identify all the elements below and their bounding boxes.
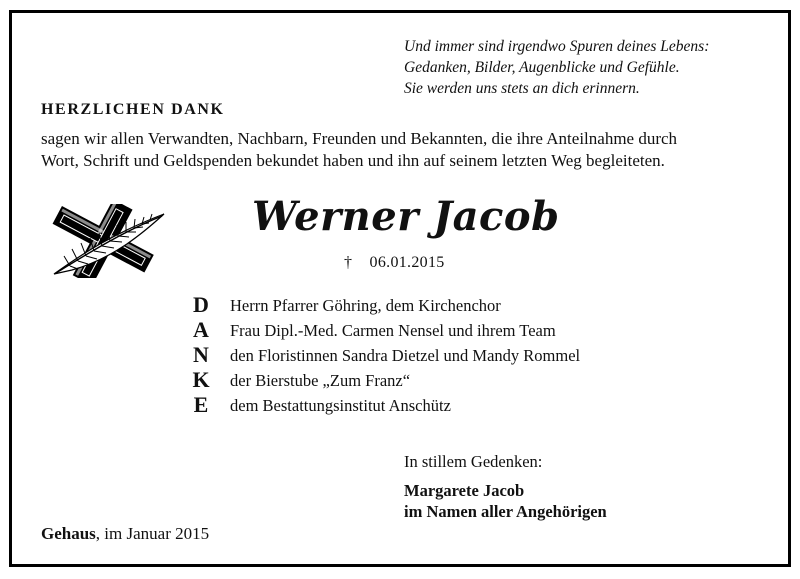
danke-text: den Floristinnen Sandra Dietzel und Mandy Rommel [230,346,581,365]
signature-block [404,480,607,522]
deceased-name: Werner Jacob [252,193,560,240]
cross-with-palm-leaf-icon [42,204,170,278]
intro-line: Wort, Schrift und Geldspenden bekundet haben und ihn auf seinem letzten Weg begleiteten. [41,151,665,170]
danke-letter: N [193,342,209,367]
signatory-name: Margarete Jacob [404,481,525,500]
in-memory-label: In stillem Gedenken: [404,452,543,471]
dagger-symbol: † [344,254,353,271]
intro-line: sagen wir allen Verwandten, Nachbarn, Freunden und Bekannten, die ihre Anteilnahme durch [41,129,678,148]
danke-letter: E [193,392,209,417]
death-date: 06.01.2015 [369,254,445,271]
danke-text: Herrn Pfarrer Göhring, dem Kirchenchor [230,296,501,315]
death-date-line [344,254,445,272]
signatory-on-behalf: im Namen aller Angehörigen [404,502,607,521]
danke-text: der Bierstube „Zum Franz“ [230,371,411,390]
intro-text [41,128,771,172]
place-date [41,524,209,544]
danke-letter: D [193,292,209,317]
danke-letter: K [192,367,210,392]
quote-line: Gedanken, Bilder, Augenblicke und Gefühle. [404,59,680,76]
quote-line: Sie werden uns stets an dich erinnern. [404,80,640,97]
danke-text: dem Bestattungsinstitut Anschütz [230,396,451,415]
date-text: , im Januar 2015 [95,524,210,543]
danke-letter: A [193,317,209,342]
thanks-heading: HERZLICHEN DANK [41,101,225,118]
danke-text: Frau Dipl.-Med. Carmen Nensel und ihrem Team [230,321,556,340]
memorial-quote [404,36,709,99]
quote-line: Und immer sind irgendwo Spuren deines Lebens: [404,38,710,55]
place-name: Gehaus [41,524,96,543]
